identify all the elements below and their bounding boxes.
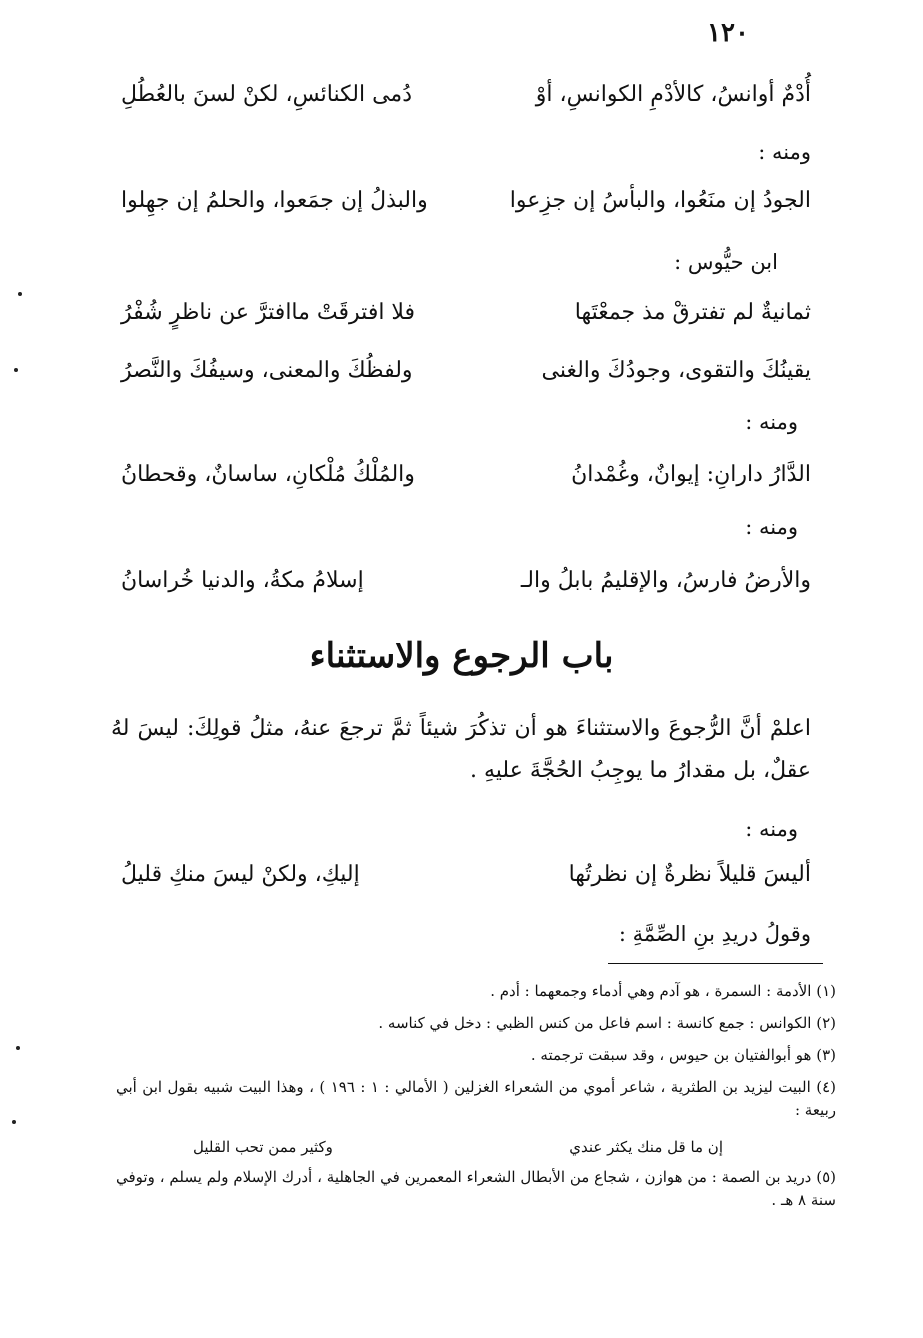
verse-hemistich-first: ثمانيةٌ لم تفترقْ مذ جمعْتَها — [574, 300, 811, 325]
verse-line — [121, 188, 811, 228]
section-label: ومنه : — [745, 817, 798, 841]
footnote: (٤) البيت ليزيد بن الطثرية ، شاعر أموي من الشعراء الغزلين ( الأمالي : ١ : ١٩٦ ) ، وهذا البيت شبيه بقول ابن أبي ربيعة : — [116, 1078, 836, 1119]
chapter-title: باب الرجوع والاستثناء — [309, 636, 614, 676]
section-label: ومنه : — [758, 140, 811, 164]
verse-hemistich-second: فلا افترقَتْ ماافترَّ عن ناظرٍ شُفْرُ — [121, 300, 416, 325]
scan-speck — [18, 292, 22, 296]
verse-line — [121, 358, 811, 398]
verse-hemistich-first: أليسَ قليلاً نظرةٌ إن نظرتُها — [568, 862, 811, 887]
footnote-separator — [608, 963, 823, 964]
verse-line — [121, 862, 811, 902]
verse-hemistich-first: يقينُكَ والتقوى، وجودُكَ والغنى — [541, 358, 811, 383]
scan-speck — [14, 368, 18, 372]
footnote-verse-first: إن ما قل منك يكثر عندي — [569, 1138, 723, 1156]
verse-line — [121, 462, 811, 502]
section-label: ومنه : — [745, 410, 798, 434]
footnote: (٥) دريد بن الصمة : من هوازن ، شجاع من الأبطال الشعراء المعمرين في الجاهلية ، أدرك الإسلام ولم يسلم ، وتوفي سنة ٨ هـ . — [116, 1168, 836, 1209]
verse-hemistich-second: إسلامُ مكةُ، والدنيا خُراسانُ — [121, 568, 364, 593]
section-label: ومنه : — [745, 515, 798, 539]
footnote: (٢) الكوانس : جمع كانسة : اسم فاعل من كنس الظبي : دخل في كناسه . — [378, 1014, 836, 1032]
verse-hemistich-first: أُدْمٌ أوانسُ، كالأدْمِ الكوانسِ، أوْ — [535, 82, 811, 107]
poet-attribution: وقولُ دريدِ بنِ الصِّمَّةِ : — [618, 922, 811, 946]
page-number: ١٢٠ — [707, 18, 749, 48]
verse-hemistich-second: والبذلُ إن جمَعوا، والحلمُ إن جهِلوا — [121, 188, 428, 213]
verse-hemistich-second: إليكِ، ولكنْ ليسَ منكِ قليلُ — [121, 862, 360, 887]
verse-hemistich-second: دُمى الكنائسِ، لكنْ لسنَ بالعُطُلِ — [121, 82, 412, 107]
verse-hemistich-second: ولفظُكَ والمعنى، وسيفُكَ والنَّصرُ — [121, 358, 413, 383]
verse-line — [121, 82, 811, 122]
footnote: (٣) هو أبوالفتيان بن حيوس ، وقد سبقت ترجمته . — [530, 1046, 836, 1064]
scan-speck — [12, 1120, 16, 1124]
body-paragraph: اعلمْ أنَّ الرُّجوعَ والاستثناءَ هو أن تذكُرَ شيئاً ثمَّ ترجعَ عنهُ، مثلُ قولِكَ: ليسَ لهُ عقلٌ، بل مقدارُ ما يوجِبُ الحُجَّةَ عليهِ . — [111, 716, 811, 783]
verse-hemistich-first: الجودُ إن منَعُوا، والبأسُ إن جزِعوا — [509, 188, 811, 213]
verse-line — [121, 300, 811, 340]
footnote: (١) الأدمة : السمرة ، هو آدم وهي أدماء وجمعهما : أدم . — [490, 982, 836, 1000]
verse-hemistich-first: والأرضُ فارسُ، والإقليمُ بابلُ والـ — [520, 568, 811, 593]
scan-speck — [16, 1046, 20, 1050]
footnote-verse-second: وكثير ممن تحب القليل — [193, 1138, 333, 1156]
verse-line — [121, 568, 811, 608]
poet-attribution: ابن حيُّوس : — [674, 250, 778, 274]
verse-hemistich-first: الدَّارُ دارانِ: إيوانٌ، وغُمْدانُ — [571, 462, 811, 487]
verse-hemistich-second: والمُلْكُ مُلْكانِ، ساسانٌ، وقحطانُ — [121, 462, 415, 487]
